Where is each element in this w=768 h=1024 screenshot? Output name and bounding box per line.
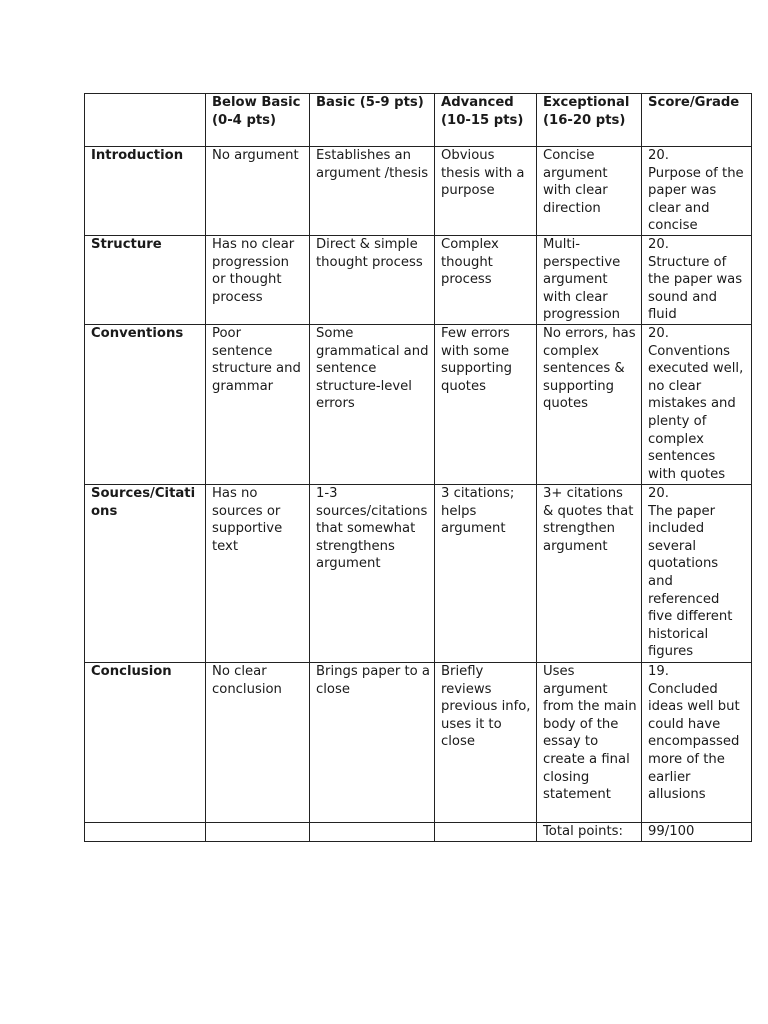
empty-cell <box>85 822 206 841</box>
cell-advanced: Briefly reviews previous info, uses it to close <box>435 662 537 822</box>
header-exceptional: Exceptional (16-20 pts) <box>537 94 642 147</box>
empty-cell <box>310 822 435 841</box>
criterion-structure: Structure <box>85 236 206 325</box>
cell-below-basic: Has no clear progression or thought process <box>206 236 310 325</box>
cell-score <box>642 236 752 325</box>
cell-below-basic: Has no sources or supportive text <box>206 484 310 662</box>
cell-below-basic: Poor sentence structure and grammar <box>206 324 310 484</box>
score-comment: Structure of the paper was sound and fluid <box>648 254 743 323</box>
table-row <box>85 147 752 236</box>
criterion-introduction: Introduction <box>85 147 206 236</box>
cell-below-basic: No clear conclusion <box>206 662 310 822</box>
header-advanced: Advanced (10-15 pts) <box>435 94 537 147</box>
criterion-conventions: Conventions <box>85 324 206 484</box>
header-row <box>85 94 752 147</box>
empty-cell <box>435 822 537 841</box>
cell-advanced: 3 citations; helps argument <box>435 484 537 662</box>
cell-basic: Brings paper to a close <box>310 662 435 822</box>
cell-basic: Establishes an argument /thesis <box>310 147 435 236</box>
total-row <box>85 822 752 841</box>
rubric-table <box>84 93 752 842</box>
header-score-grade: Score/Grade <box>642 94 752 147</box>
cell-score <box>642 147 752 236</box>
cell-exceptional: Uses argument from the main body of the essay to create a final closing statement <box>537 662 642 822</box>
score-value: 20. <box>648 237 669 252</box>
score-value: 20. <box>648 148 669 163</box>
score-value: 20. <box>648 325 669 341</box>
cell-exceptional: 3+ citations & quotes that strengthen argument <box>537 484 642 662</box>
cell-advanced: Few errors with some supporting quotes <box>435 324 537 484</box>
total-points-label: Total points: <box>537 822 642 841</box>
cell-advanced: Obvious thesis with a purpose <box>435 147 537 236</box>
cell-exceptional: Concise argument with clear direction <box>537 147 642 236</box>
table-row <box>85 484 752 662</box>
cell-basic: Some grammatical and sentence structure-level errors <box>310 324 435 484</box>
header-corner-cell <box>85 94 206 147</box>
score-comment: Conventions executed well, no clear mistakes and plenty of complex sentences with quotes <box>648 343 744 482</box>
cell-advanced: Complex thought process <box>435 236 537 325</box>
cell-score <box>642 484 752 662</box>
cell-basic: 1-3 sources/citations that somewhat strengthens argument <box>310 484 435 662</box>
cell-exceptional: Multi-perspective argument with clear progression <box>537 236 642 325</box>
header-below-basic: Below Basic (0-4 pts) <box>206 94 310 147</box>
cell-below-basic: No argument <box>206 147 310 236</box>
header-basic: Basic (5-9 pts) <box>310 94 435 147</box>
table-row <box>85 236 752 325</box>
score-comment: Concluded ideas well but could have encompassed more of the earlier allusions <box>648 681 740 803</box>
cell-score <box>642 662 752 822</box>
score-value: 20. <box>648 485 669 501</box>
cell-exceptional: No errors, has complex sentences & supporting quotes <box>537 324 642 484</box>
score-comment: Purpose of the paper was clear and concise <box>648 165 744 234</box>
cell-basic: Direct & simple thought process <box>310 236 435 325</box>
criterion-sources-citations: Sources/Citations <box>85 484 206 662</box>
table-row <box>85 324 752 484</box>
cell-score <box>642 324 752 484</box>
empty-cell <box>206 822 310 841</box>
criterion-conclusion: Conclusion <box>85 662 206 822</box>
score-comment: The paper included several quotations and referenced five different historical figures <box>648 503 733 660</box>
score-value: 19. <box>648 663 669 679</box>
total-points-value: 99/100 <box>642 822 752 841</box>
table-row <box>85 662 752 822</box>
